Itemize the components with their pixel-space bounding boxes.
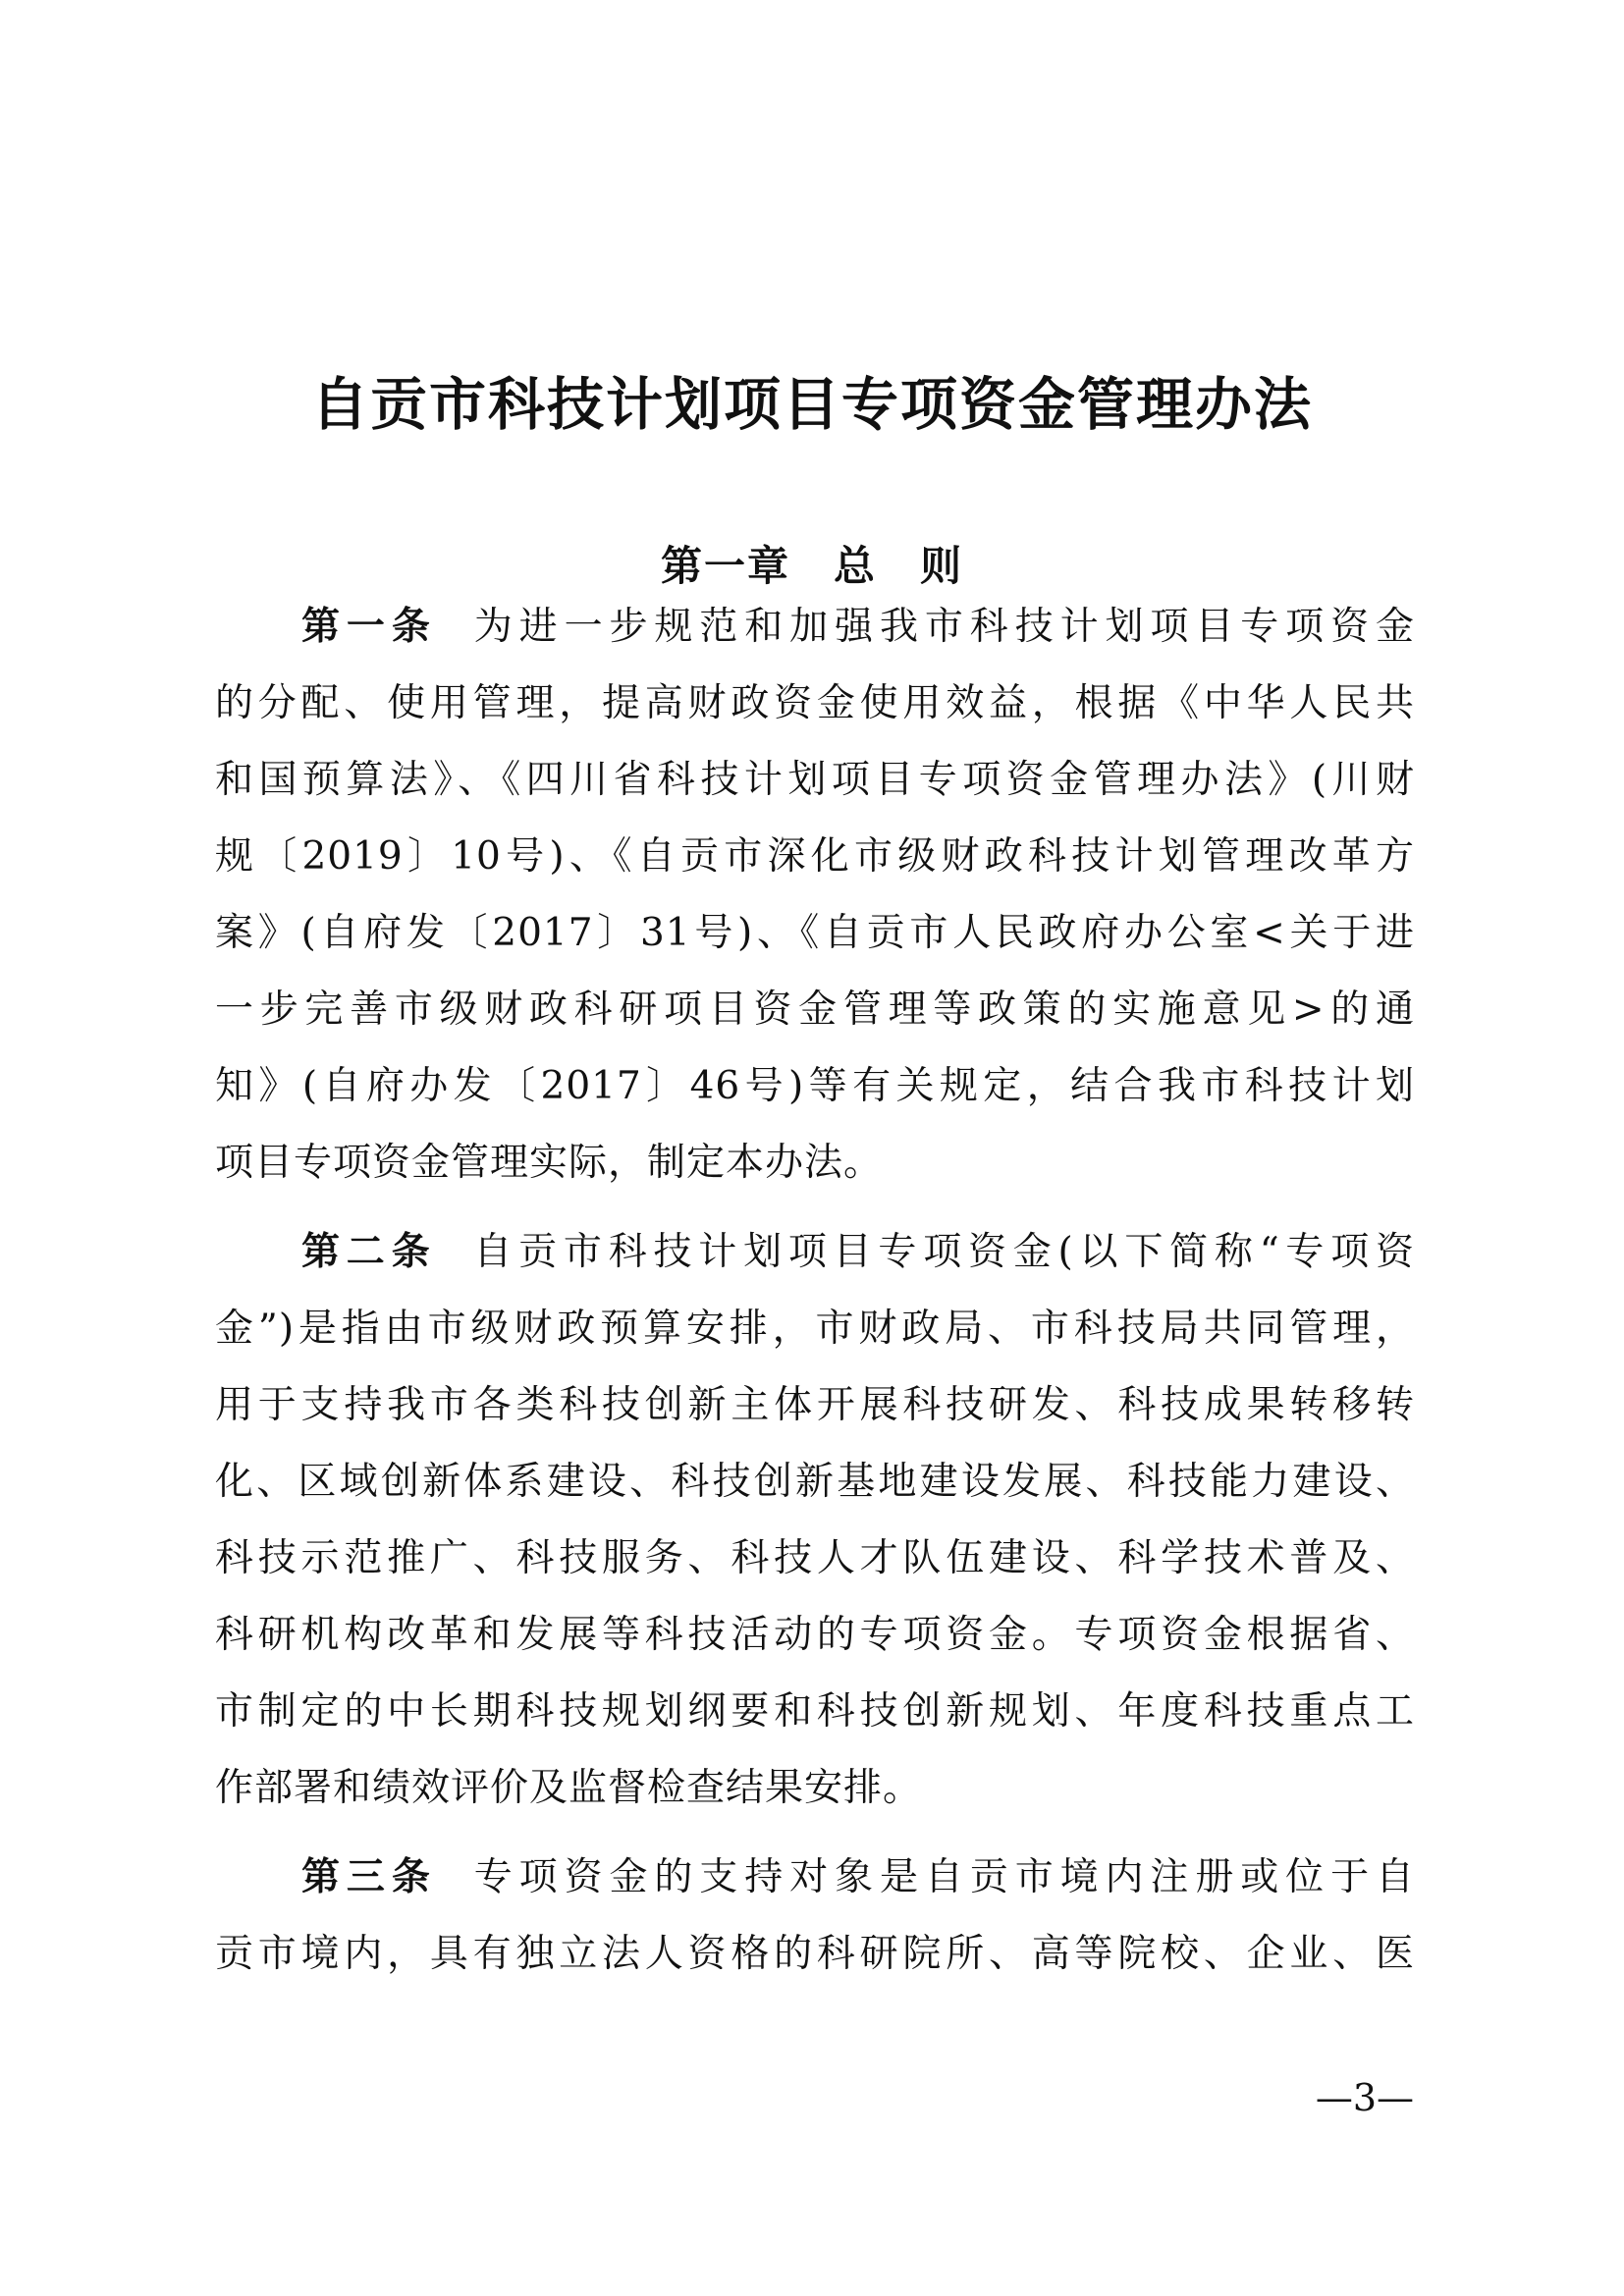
article-2-line-6: 科研机构改革和发展等科技活动的专项资金。专项资金根据省、 <box>215 1613 1415 1657</box>
article-3-text: 专项资金的支持对象是自贡市境内注册或位于自 <box>473 1855 1415 1899</box>
article-2-text: 自贡市科技计划项目专项资金(以下简称“专项资 <box>473 1230 1415 1274</box>
article-1-line-4: 规〔2019〕10号)、《自贡市深化市级财政科技计划管理改革方 <box>215 834 1415 879</box>
article-1-line-5: 案》(自府发〔2017〕31号)、《自贡市人民政府办公室<关于进 <box>215 911 1415 955</box>
article-2-line-4: 化、区域创新体系建设、科技创新基地建设发展、科技能力建设、 <box>215 1460 1415 1504</box>
article-2-line-7: 市制定的中长期科技规划纲要和科技创新规划、年度科技重点工 <box>215 1689 1415 1734</box>
article-2-line-8: 作部署和绩效评价及监督检查结果安排。 <box>215 1766 923 1810</box>
article-3-line-1 <box>301 1840 1415 1916</box>
article-1-text: 为进一步规范和加强我市科技计划项目专项资金 <box>473 605 1415 649</box>
article-1-line-6: 一步完善市级财政科研项目资金管理等政策的实施意见>的通 <box>215 988 1415 1032</box>
article-1-label: 第一条 <box>301 605 437 649</box>
article-1-line-8: 项目专项资金管理实际，制定本办法。 <box>215 1141 884 1185</box>
article-1-line-1 <box>301 589 1415 666</box>
article-2-line-5: 科技示范推广、科技服务、科技人才队伍建设、科学技术普及、 <box>215 1536 1415 1580</box>
article-3-line-2: 贡市境内，具有独立法人资格的科研院所、高等院校、企业、医 <box>215 1932 1415 1976</box>
article-2-line-1 <box>301 1214 1415 1291</box>
article-2-label: 第二条 <box>301 1230 437 1274</box>
page-number: —3— <box>1315 2076 1414 2119</box>
chapter-heading: 第一章 总 则 <box>660 542 963 590</box>
article-2-line-2: 金”)是指由市级财政预算安排，市财政局、市科技局共同管理， <box>215 1307 1415 1351</box>
article-1-line-2: 的分配、使用管理，提高财政资金使用效益，根据《中华人民共 <box>215 681 1415 725</box>
document-title: 自贡市科技计划项目专项资金管理办法 <box>310 371 1313 438</box>
article-2-line-3: 用于支持我市各类科技创新主体开展科技研发、科技成果转移转 <box>215 1383 1415 1427</box>
article-3-label: 第三条 <box>301 1855 437 1899</box>
article-1-line-3: 和国预算法》、《四川省科技计划项目专项资金管理办法》(川财 <box>215 758 1415 802</box>
article-1-line-7: 知》(自府办发〔2017〕46号)等有关规定，结合我市科技计划 <box>215 1064 1415 1108</box>
